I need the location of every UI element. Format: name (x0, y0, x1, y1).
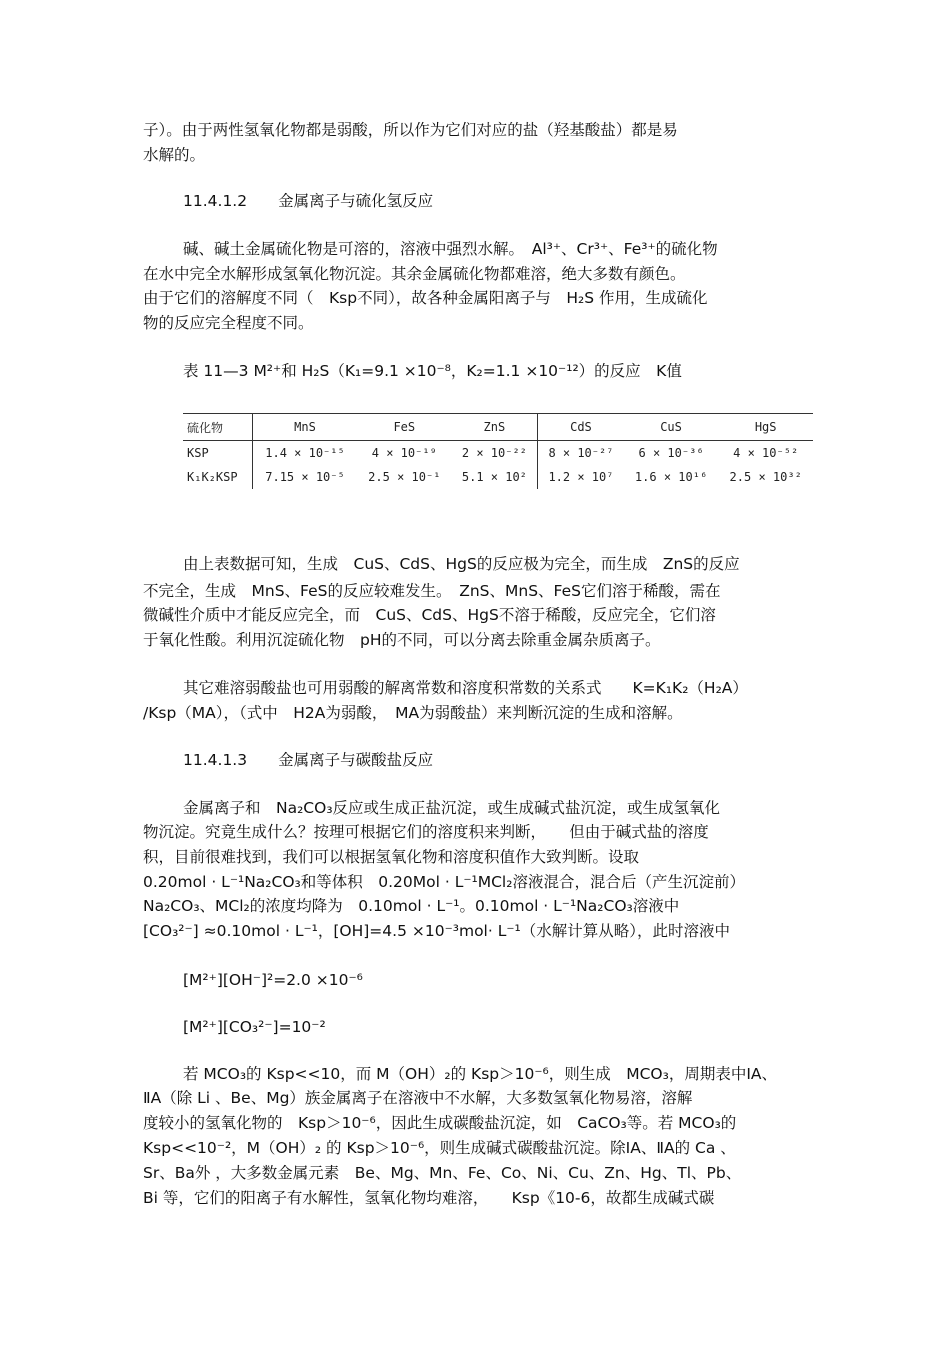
text-line: /Ksp（MA），（式中 H2A为弱酸， MA为弱酸盐）来判断沉淀的生成和溶解。 (143, 704, 683, 722)
text-line: 碱、碱土金属硫化物是可溶的，溶液中强烈水解。 Al³⁺、Cr³⁺、Fe³⁺的硫化物 (183, 240, 718, 258)
text-line: ⅡA（除 Li 、Be、Mg）族金属离子在溶液中不水解，大多数氢氧化物易溶，溶解 (143, 1089, 693, 1107)
table-cell: 2 × 10⁻²² (452, 441, 538, 466)
text-line: 金属离子和 Na₂CO₃反应或生成正盐沉淀，或生成碱式盐沉淀，或生成氢氧化 (183, 799, 721, 817)
table-caption: 表 11—3 M²⁺和 H₂S（K₁=9.1 ×10⁻⁸，K₂=1.1 ×10⁻¹²）的反应 K值 (183, 362, 682, 380)
text-line: Sr、Ba外 ，大多数金属元素 Be、Mg、Mn、Fe、Co、Ni、Cu、Zn、Hg、Tl、Pb、 (143, 1164, 742, 1182)
formula-line: [M²⁺][OH⁻]²=2.0 ×10⁻⁶ (183, 971, 363, 989)
table-row (183, 441, 813, 466)
table-header-cell: ZnS (452, 414, 538, 441)
table-header-cell: CuS (624, 414, 719, 441)
text-line: 若 MCO₃的 Ksp<<10，而 M（OH）₂的 Ksp＞10⁻⁶，则生成 MCO₃，周期表中ⅠA、 (183, 1065, 778, 1083)
table-cell: KSP (183, 441, 253, 466)
section-heading: 11.4.1.3 金属离子与碳酸盐反应 (183, 751, 434, 769)
text-line: 积，目前很难找到，我们可以根据氢氧化物和溶度积值作大致判断。设取 (143, 848, 640, 866)
table-cell: 1.2 × 10⁷ (548, 470, 614, 484)
text-line: 物沉淀。究竟生成什么？按理可根据它们的溶度积来判断， 但由于碱式盐的溶度 (143, 823, 709, 841)
text-line: 在水中完全水解形成氢氧化物沉淀。其余金属硫化物都难溶，绝大多数有颜色。 (143, 265, 686, 283)
table-cell: 4 × 10⁻⁵² (733, 446, 799, 460)
text-line: 不完全，生成 MnS、FeS的反应较难发生。 ZnS、MnS、FeS它们溶于稀酸，需在 (143, 582, 721, 600)
text-line: 于氧化性酸。利用沉淀硫化物 pH的不同，可以分离去除重金属杂质离子。 (143, 631, 661, 649)
text-line: 由上表数据可知，生成 CuS、CdS、HgS的反应极为完全，而生成 ZnS的反应 (183, 555, 740, 573)
text-line: 度较小的氢氧化物的 Ksp＞10⁻⁶，因此生成碳酸盐沉淀，如 CaCO₃等。若 MCO₃的 (143, 1114, 737, 1132)
text-line: [CO₃²⁻] ≈0.10mol · L⁻¹，[OH]=4.5 ×10⁻³mol· L⁻¹（水解计算从略），此时溶液中 (143, 922, 730, 940)
table-header-cell: CdS (538, 414, 624, 441)
table-cell: 1.6 × 10¹⁶ (634, 470, 708, 484)
text-line: 物的反应完全程度不同。 (143, 314, 314, 332)
table-header-cell: 硫化物 (183, 414, 253, 441)
sulfide-k-table (183, 413, 813, 499)
text-line: 微碱性介质中才能反应完全，而 CuS、CdS、HgS不溶于稀酸，反应完全，它们溶 (143, 606, 716, 624)
text-line: 其它难溶弱酸盐也可用弱酸的解离常数和溶度积常数的关系式 K=K₁K₂（H₂A） (183, 679, 748, 697)
table-cell: 2.5 × 10⁻¹ (368, 470, 441, 484)
table-header-cell: HgS (718, 414, 813, 441)
table-cell: 4 × 10⁻¹⁹ (371, 446, 437, 460)
text-line: 由于它们的溶解度不同（ Ksp不同），故各种金属阳离子与 H₂S 作用，生成硫化 (143, 289, 708, 307)
table-header-cell: FeS (357, 414, 452, 441)
text-line: 0.20mol · L⁻¹Na₂CO₃和等体积 0.20Mol · L⁻¹MCl₂溶液混合，混合后（产生沉淀前） (143, 873, 745, 891)
section-heading: 11.4.1.2 金属离子与硫化氢反应 (183, 192, 434, 210)
table-cell: 1.4 × 10⁻¹⁵ (265, 446, 345, 460)
table-row (183, 465, 813, 489)
table-header-cell: MnS (253, 414, 357, 441)
table-cell: 6 × 10⁻³⁶ (638, 446, 704, 460)
text-line: Ksp<<10⁻²，M（OH）₂ 的 Ksp＞10⁻⁶，则生成碱式碳酸盐沉淀。除ⅠA、ⅡA的 Ca 、 (143, 1139, 736, 1157)
text-line: 水解的。 (143, 146, 206, 164)
table-cell: 5.1 × 10² (452, 465, 538, 489)
table-cell: K₁K₂KSP (183, 465, 253, 489)
text-line: Bi 等，它们的阳离子有水解性，氢氧化物均难溶， Ksp《10-6，故都生成碱式碳 (143, 1189, 715, 1207)
table-cell: 8 × 10⁻²⁷ (548, 446, 614, 460)
text-line: Na₂CO₃、MCl₂的浓度均降为 0.10mol · L⁻¹。0.10mol · L⁻¹Na₂CO₃溶液中 (143, 897, 680, 915)
table-cell: 2.5 × 10³² (729, 470, 802, 484)
text-line: 子）。由于两性氢氧化物都是弱酸，所以作为它们对应的盐（羟基酸盐）都是易 (143, 121, 678, 139)
table-cell: 7.15 × 10⁻⁵ (265, 470, 345, 484)
formula-line: [M²⁺][CO₃²⁻]=10⁻² (183, 1018, 326, 1036)
